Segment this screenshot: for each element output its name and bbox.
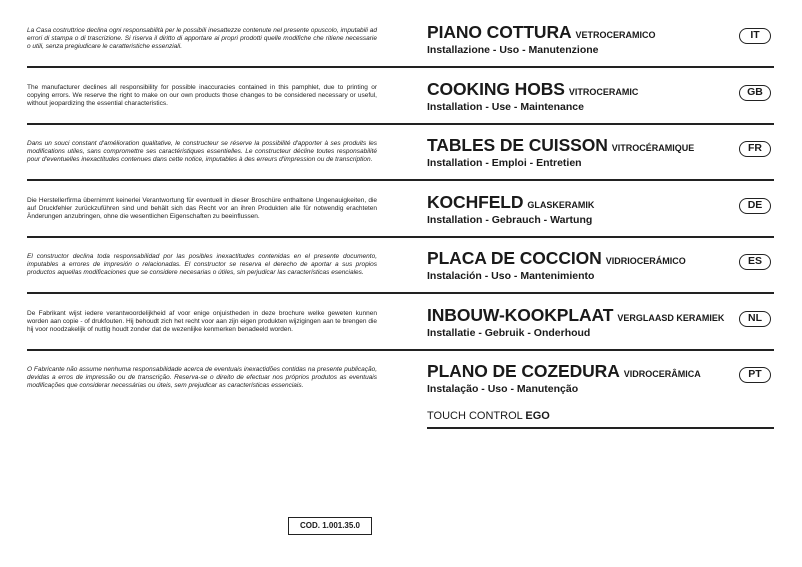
disclaimer-text: Dans un souci constant d'amélioration qualitative, le constructeur se réserve la possibilité d'apporter à ses produits les modifications utiles, sans compromettre ses caractéristiques essentielles. Le constructeur décline toutes responsabilité pour d'eventuelles inexactitudes contenues dans cette notice, imputables à des erreurs d'impression ou de transcription. xyxy=(27,140,377,163)
language-badge: DE xyxy=(739,198,771,214)
product-title xyxy=(427,361,701,384)
product-title-main: KOCHFELD xyxy=(427,191,524,212)
disclaimer-text: The manufacturer declines all responsibility for possible inaccuracies contained in this pamphlet, due to printing or copying errors. We reserve the right to make on our own products those changes to be considered necessary or useful, without jeopardizing the essential characteristics. xyxy=(27,83,377,107)
product-title-main: COOKING HOBS xyxy=(427,78,565,99)
product-title-main: INBOUW-KOOKPLAAT xyxy=(427,304,614,325)
language-badge: GB xyxy=(739,85,771,101)
language-badge: IT xyxy=(739,28,771,44)
touch-control-text: TOUCH CONTROL xyxy=(427,410,523,422)
product-title-material: VITROCERAMIC xyxy=(568,86,639,97)
product-subtitle: Installation - Emploi - Entretien xyxy=(427,157,582,169)
section-divider xyxy=(27,66,774,68)
document-code: COD. 1.001.35.0 xyxy=(288,517,372,535)
disclaimer-text: Die Herstellerfirma übernimmt keinerlei Verantwortung für eventuell in dieser Broschüre enthaltene Ungenauigkeiten, die auf Druckfehler zurückzuführen sind und behält sich das Recht vor an ihren Produkten alle für notwendig erachteten Änderungen anzubringen, ohne die wesentlichen Eigenschaften zu beeinflussen. xyxy=(27,196,377,220)
product-subtitle: Instalação - Uso - Manutenção xyxy=(427,383,579,395)
disclaimer-text: De Fabrikant wijst iedere verantwoordelijkheid af voor enige onjuistheden in deze brochure welke geweten kunnen worden aan copie - of drukfouten. Hij behoudt zich het recht voor aan zijn eigen produkten wijzigingen aan te brengen die hij voor noodzakelijk of nuttig houdt zonder dat de wezenlijke kenmerken benadeeld worden. xyxy=(27,309,377,333)
product-title xyxy=(427,248,686,271)
product-title-main: TABLES DE CUISSON xyxy=(427,135,608,155)
product-title-material: VIDRIOCERÁMICO xyxy=(605,256,686,266)
product-title-material: VERGLAASD KERAMIEK xyxy=(617,312,725,323)
section-divider xyxy=(27,179,774,181)
product-title-material: VITROCÉRAMIQUE xyxy=(611,143,695,153)
disclaimer-text: El constructor declina toda responsabilidad por las posibles inexactitudes contenidas en el presente documento, imputables a errores de impresión o relacionadas. El constructor se reserva el derecho de aportar a sus propios productos aquellas modificaciones que se considere necesarias o útiles, sin perjudicar las características esenciales. xyxy=(27,253,377,276)
product-title-material: VETROCERAMICO xyxy=(575,30,656,40)
product-subtitle: Installazione - Uso - Manutenzione xyxy=(427,44,599,56)
product-subtitle: Installation - Gebrauch - Wartung xyxy=(427,213,593,226)
touch-control-brand: EGO xyxy=(525,410,550,422)
section-divider xyxy=(27,123,774,125)
product-title xyxy=(427,192,594,215)
language-badge: NL xyxy=(739,311,771,327)
product-title-material: VIDROCERÂMICA xyxy=(623,369,701,379)
section-divider xyxy=(27,349,774,351)
disclaimer-text: O Fabricante não assume nenhuma responsabilidade acerca de eventuais inexactidões contidas na presente publicação, devidas a erros de impressão ou de transcrição. Reserva-se o direito de efectuar nos próprios produtos as eventuais modificações que considerar necessárias ou úteis, sem prejudicar as características essenciais. xyxy=(27,366,377,389)
product-subtitle: Installation - Use - Maintenance xyxy=(427,100,584,113)
product-title xyxy=(427,22,656,45)
product-subtitle: Installatie - Gebruik - Onderhoud xyxy=(427,326,591,339)
product-title xyxy=(427,135,694,158)
product-subtitle: Instalación - Uso - Mantenimiento xyxy=(427,270,595,282)
product-title xyxy=(427,79,638,102)
product-title-main: PLANO DE COZEDURA xyxy=(427,361,620,381)
disclaimer-text: La Casa costruttrice declina ogni responsabilità per le possibili inesattezze contenute nel presente opuscolo, imputabili ad errori di stampa o di trascrizione. Si riserva il diritto di apportare ai propri prodotti quelle modifiche che ritiene necessarie o utili, senza pregiudicare le caratteristiche essenziali. xyxy=(27,27,377,50)
language-badge: FR xyxy=(739,141,771,157)
touch-control-label xyxy=(427,410,550,422)
section-divider xyxy=(27,236,774,238)
language-badge: ES xyxy=(739,254,771,270)
product-title-main: PLACA DE COCCION xyxy=(427,248,602,268)
bottom-rule xyxy=(427,427,774,429)
language-badge: PT xyxy=(739,367,771,383)
section-divider xyxy=(27,292,774,294)
product-title-material: GLASKERAMIK xyxy=(527,199,595,210)
product-title-main: PIANO COTTURA xyxy=(427,22,572,42)
product-title xyxy=(427,305,724,328)
